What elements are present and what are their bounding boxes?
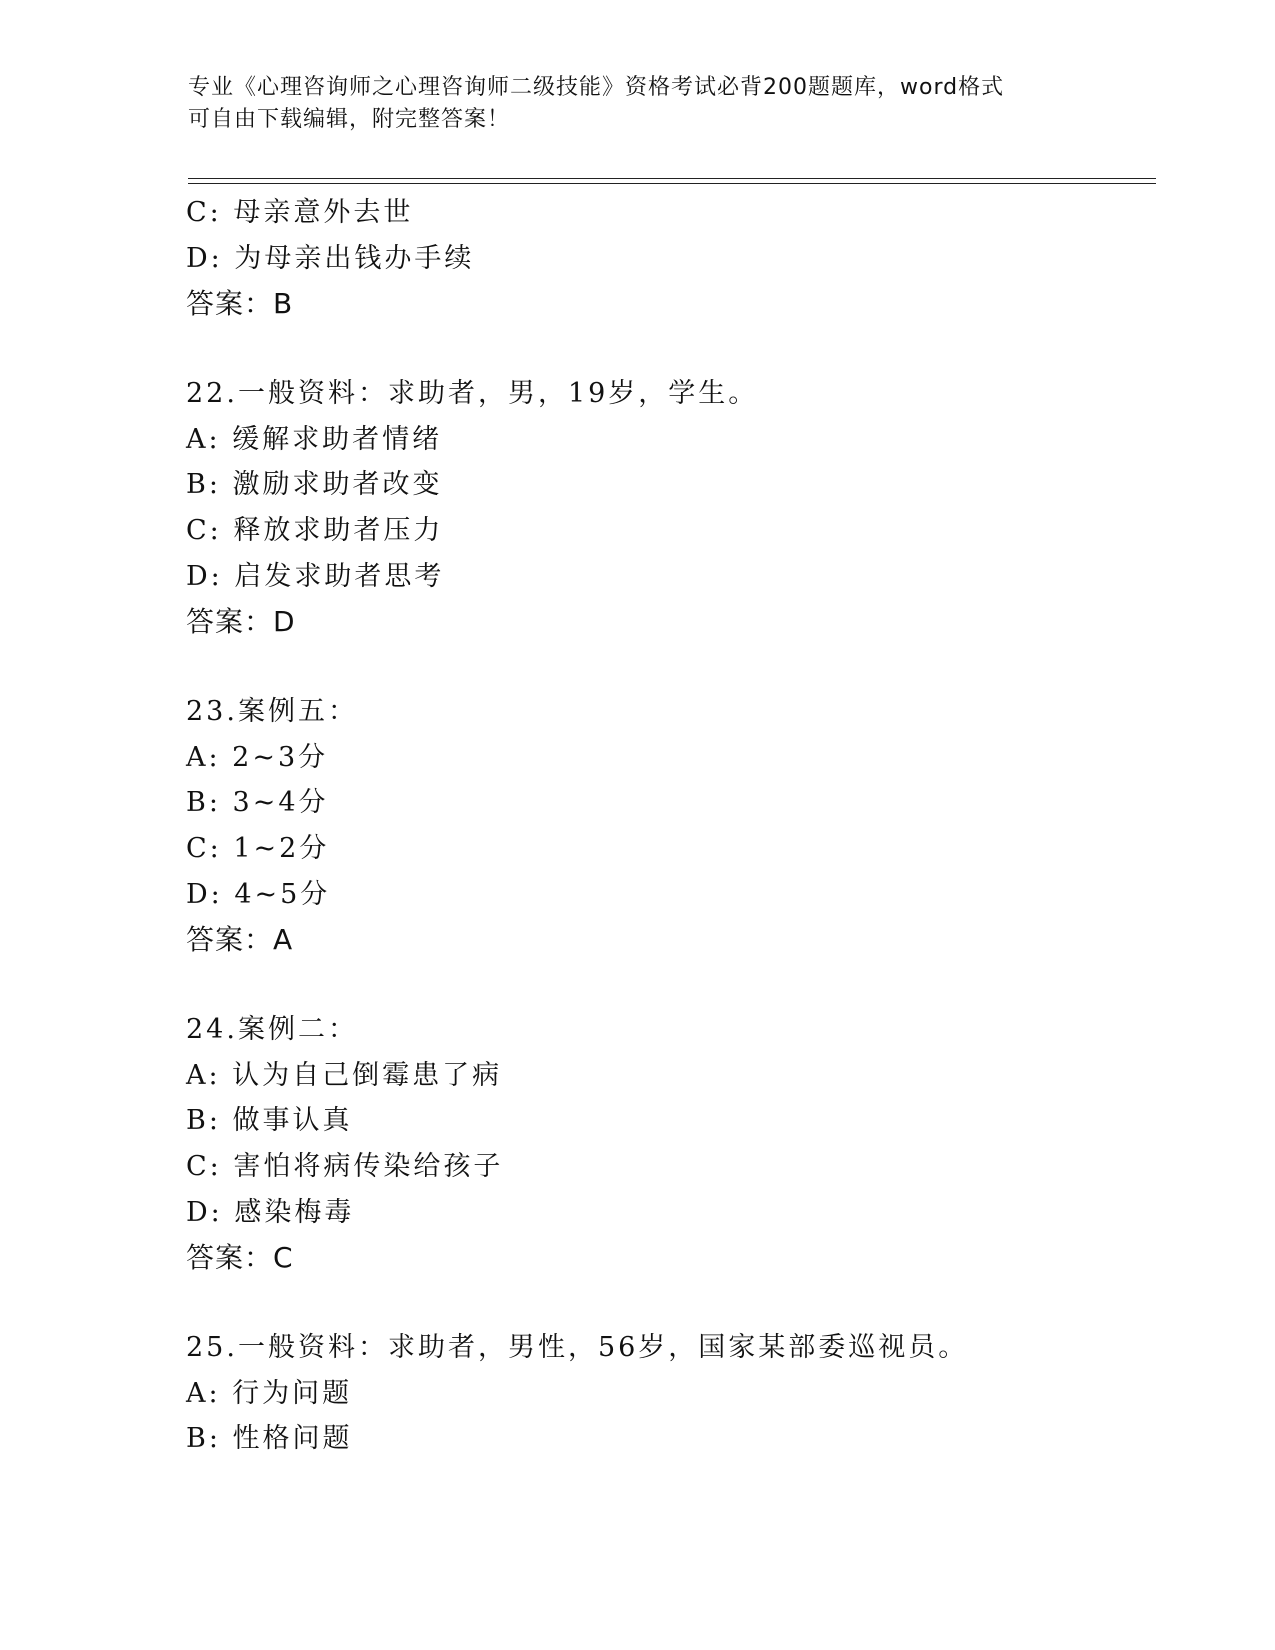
- question-title: 24.案例二：: [186, 1014, 358, 1046]
- question-title: 25.一般资料：求助者，男性，56岁，国家某部委巡视员。: [186, 1332, 969, 1364]
- question-25: [186, 1325, 1146, 1462]
- header-line-1: 专业《心理咨询师之心理咨询师二级技能》资格考试必背200题题库，word格式: [188, 75, 1005, 100]
- option-c: C: 释放求助者压力: [186, 514, 444, 546]
- spacer: [186, 963, 1146, 1007]
- question-23: [186, 689, 1146, 963]
- option-d: D: 4~5分: [186, 878, 331, 910]
- question-22: [186, 371, 1146, 645]
- option-a: A: 缓解求助者情绪: [186, 423, 443, 455]
- option-b: B: 性格问题: [186, 1423, 353, 1455]
- header-divider-top: [188, 178, 1156, 179]
- prev-question-tail: [186, 190, 1146, 327]
- answer-line: 答案：A: [186, 923, 294, 957]
- document-header: [188, 72, 1088, 136]
- option-b: B: 激励求助者改变: [186, 469, 443, 501]
- answer-line: 答案：D: [186, 605, 296, 639]
- question-24: [186, 1007, 1146, 1281]
- header-divider-bottom: [188, 183, 1156, 184]
- answer-line: 答案：B: [186, 287, 294, 321]
- option-b: B: 做事认真: [186, 1105, 353, 1137]
- option-c: C: 母亲意外去世: [186, 197, 414, 228]
- question-title: 22.一般资料：求助者，男，19岁，学生。: [186, 378, 759, 410]
- option-c: C: 1~2分: [186, 832, 330, 864]
- option-d: D: 感染梅毒: [186, 1196, 355, 1228]
- spacer: [186, 1281, 1146, 1325]
- question-title: 23.案例五：: [186, 696, 358, 728]
- option-a: A: 行为问题: [186, 1377, 353, 1409]
- header-line-2: 可自由下载编辑，附完整答案！: [188, 107, 511, 132]
- option-a: A: 2~3分: [186, 741, 329, 773]
- option-a: A: 认为自己倒霉患了病: [186, 1059, 503, 1091]
- option-d: D: 为母亲出钱办手续: [186, 242, 475, 274]
- spacer: [186, 645, 1146, 689]
- option-c: C: 害怕将病传染给孩子: [186, 1150, 504, 1182]
- option-b: B: 3~4分: [186, 787, 329, 819]
- question-list: [186, 190, 1146, 1462]
- option-d: D: 启发求助者思考: [186, 560, 445, 592]
- answer-line: 答案：C: [186, 1241, 294, 1275]
- spacer: [186, 327, 1146, 371]
